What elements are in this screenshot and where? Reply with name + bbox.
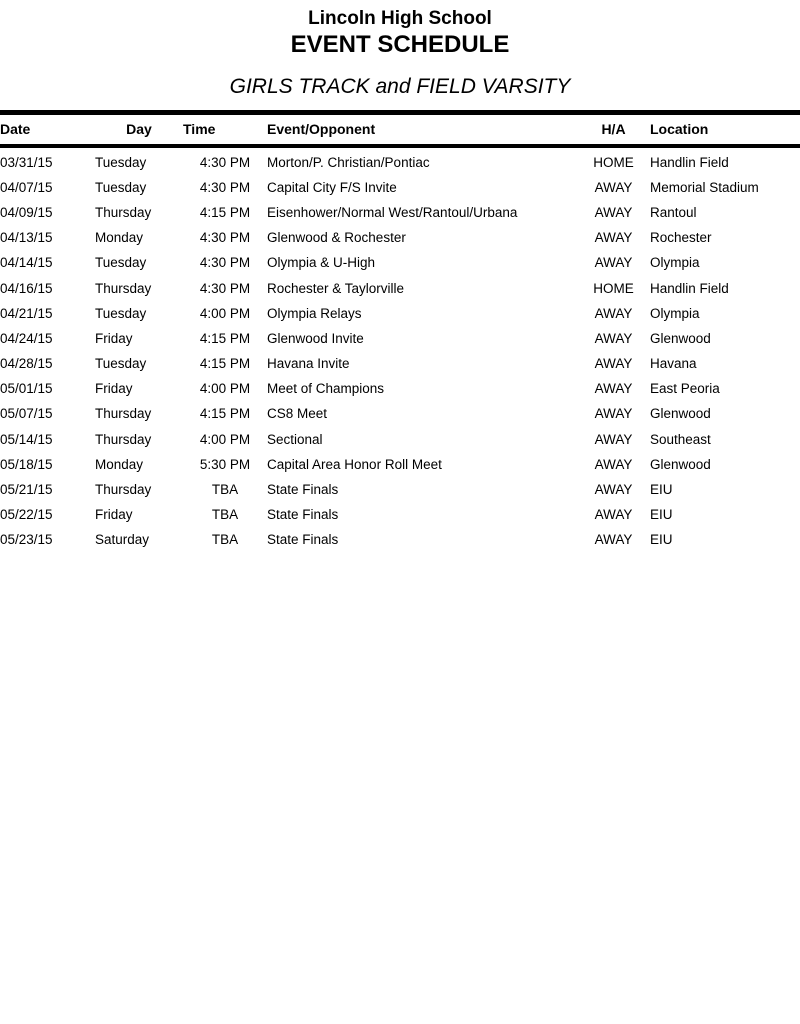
cell-event: Rochester & Taylorville xyxy=(267,280,405,296)
cell-ha: AWAY xyxy=(594,255,633,271)
table-row xyxy=(0,427,800,452)
cell-day: Thursday xyxy=(95,204,152,220)
schedule-body xyxy=(0,146,800,553)
table-row xyxy=(0,200,800,225)
cell-event: Olympia & U-High xyxy=(267,255,376,271)
table-row xyxy=(0,146,800,175)
cell-time: TBA xyxy=(211,532,239,548)
cell-day: Tuesday xyxy=(95,179,147,195)
cell-date: 04/21/15 xyxy=(0,305,53,321)
cell-time: 4:15 PM xyxy=(199,204,251,220)
cell-location: EIU xyxy=(650,507,673,523)
cell-day: Thursday xyxy=(95,406,152,422)
cell-time: 4:30 PM xyxy=(199,230,251,246)
cell-day: Tuesday xyxy=(95,255,147,271)
cell-location: Rantoul xyxy=(650,204,697,220)
column-header-ha: H/A xyxy=(601,120,626,137)
cell-date: 04/13/15 xyxy=(0,230,53,246)
schedule-table xyxy=(0,110,800,553)
table-row xyxy=(0,225,800,250)
cell-day: Saturday xyxy=(95,532,150,548)
cell-time: 4:15 PM xyxy=(199,406,251,422)
cell-day: Friday xyxy=(95,330,133,346)
document-header xyxy=(0,0,800,100)
column-header-date: Date xyxy=(0,120,31,137)
cell-event: State Finals xyxy=(267,507,339,523)
cell-ha: AWAY xyxy=(594,507,633,523)
table-row xyxy=(0,175,800,200)
cell-ha: AWAY xyxy=(594,204,633,220)
cell-ha: AWAY xyxy=(594,456,633,472)
cell-location: Rochester xyxy=(650,230,712,246)
cell-time: 5:30 PM xyxy=(199,456,251,472)
cell-date: 05/07/15 xyxy=(0,406,53,422)
cell-date: 05/14/15 xyxy=(0,431,53,447)
cell-event: Capital Area Honor Roll Meet xyxy=(267,456,442,472)
cell-ha: AWAY xyxy=(594,230,633,246)
cell-time: TBA xyxy=(211,507,239,523)
cell-ha: AWAY xyxy=(594,305,633,321)
page-title: EVENT SCHEDULE xyxy=(290,30,510,58)
table-row xyxy=(0,477,800,502)
cell-date: 04/07/15 xyxy=(0,179,53,195)
cell-ha: AWAY xyxy=(594,381,633,397)
cell-event: Sectional xyxy=(267,431,323,447)
cell-day: Friday xyxy=(95,507,133,523)
cell-event: Capital City F/S Invite xyxy=(267,179,397,195)
cell-time: 4:15 PM xyxy=(199,356,251,372)
cell-time: 4:00 PM xyxy=(199,305,251,321)
cell-event: State Finals xyxy=(267,482,339,498)
cell-event: CS8 Meet xyxy=(267,406,328,422)
cell-ha: AWAY xyxy=(594,179,633,195)
column-header-location: Location xyxy=(650,120,709,137)
table-row xyxy=(0,452,800,477)
cell-date: 05/23/15 xyxy=(0,532,53,548)
cell-time: 4:30 PM xyxy=(199,255,251,271)
cell-event: Glenwood & Rochester xyxy=(267,230,406,246)
cell-location: Glenwood xyxy=(650,406,711,422)
cell-date: 03/31/15 xyxy=(0,154,53,170)
cell-location: Havana xyxy=(650,356,697,372)
cell-location: Olympia xyxy=(650,305,700,321)
cell-time: 4:15 PM xyxy=(199,330,251,346)
table-row xyxy=(0,401,800,426)
cell-event: Havana Invite xyxy=(267,356,350,372)
cell-ha: AWAY xyxy=(594,532,633,548)
cell-day: Monday xyxy=(95,456,144,472)
cell-ha: AWAY xyxy=(594,330,633,346)
cell-time: 4:00 PM xyxy=(199,431,251,447)
cell-date: 05/18/15 xyxy=(0,456,53,472)
cell-time: 4:30 PM xyxy=(199,154,251,170)
cell-ha: HOME xyxy=(593,154,634,170)
cell-date: 05/21/15 xyxy=(0,482,53,498)
header-row xyxy=(0,112,800,146)
cell-event: Meet of Champions xyxy=(267,381,385,397)
column-header-event: Event/Opponent xyxy=(267,120,376,137)
cell-location: EIU xyxy=(650,482,673,498)
cell-ha: AWAY xyxy=(594,406,633,422)
school-name: Lincoln High School xyxy=(308,8,492,29)
cell-date: 04/14/15 xyxy=(0,255,53,271)
cell-time: 4:00 PM xyxy=(199,381,251,397)
table-row xyxy=(0,502,800,527)
cell-date: 05/01/15 xyxy=(0,381,53,397)
cell-date: 04/24/15 xyxy=(0,330,53,346)
table-row xyxy=(0,376,800,401)
table-row xyxy=(0,250,800,275)
cell-location: Southeast xyxy=(650,431,711,447)
cell-event: State Finals xyxy=(267,532,339,548)
cell-location: Memorial Stadium xyxy=(650,179,759,195)
cell-day: Tuesday xyxy=(95,356,147,372)
table-row xyxy=(0,276,800,301)
cell-day: Thursday xyxy=(95,280,152,296)
cell-ha: AWAY xyxy=(594,356,633,372)
cell-event: Glenwood Invite xyxy=(267,330,364,346)
cell-location: Glenwood xyxy=(650,330,711,346)
cell-date: 04/09/15 xyxy=(0,204,53,220)
cell-ha: AWAY xyxy=(594,482,633,498)
cell-day: Thursday xyxy=(95,482,152,498)
cell-day: Monday xyxy=(95,230,144,246)
table-row xyxy=(0,527,800,552)
cell-location: Handlin Field xyxy=(650,280,729,296)
table-row xyxy=(0,301,800,326)
column-header-time: Time xyxy=(183,120,216,137)
cell-ha: HOME xyxy=(593,280,634,296)
cell-time: TBA xyxy=(211,482,239,498)
cell-event: Olympia Relays xyxy=(267,305,362,321)
column-header-day: Day xyxy=(126,120,152,137)
table-row xyxy=(0,326,800,351)
cell-time: 4:30 PM xyxy=(199,179,251,195)
cell-location: EIU xyxy=(650,532,673,548)
cell-day: Tuesday xyxy=(95,154,147,170)
cell-day: Friday xyxy=(95,381,133,397)
cell-ha: AWAY xyxy=(594,431,633,447)
cell-day: Thursday xyxy=(95,431,152,447)
cell-date: 05/22/15 xyxy=(0,507,53,523)
cell-day: Tuesday xyxy=(95,305,147,321)
table-header xyxy=(0,112,800,146)
cell-location: Olympia xyxy=(650,255,700,271)
cell-location: Glenwood xyxy=(650,456,711,472)
cell-date: 04/16/15 xyxy=(0,280,53,296)
cell-event: Eisenhower/Normal West/Rantoul/Urbana xyxy=(267,204,518,220)
cell-time: 4:30 PM xyxy=(199,280,251,296)
cell-location: Handlin Field xyxy=(650,154,729,170)
table-row xyxy=(0,351,800,376)
cell-event: Morton/P. Christian/Pontiac xyxy=(267,154,430,170)
cell-location: East Peoria xyxy=(650,381,720,397)
cell-date: 04/28/15 xyxy=(0,356,53,372)
team-subtitle: GIRLS TRACK and FIELD VARSITY xyxy=(229,75,571,99)
